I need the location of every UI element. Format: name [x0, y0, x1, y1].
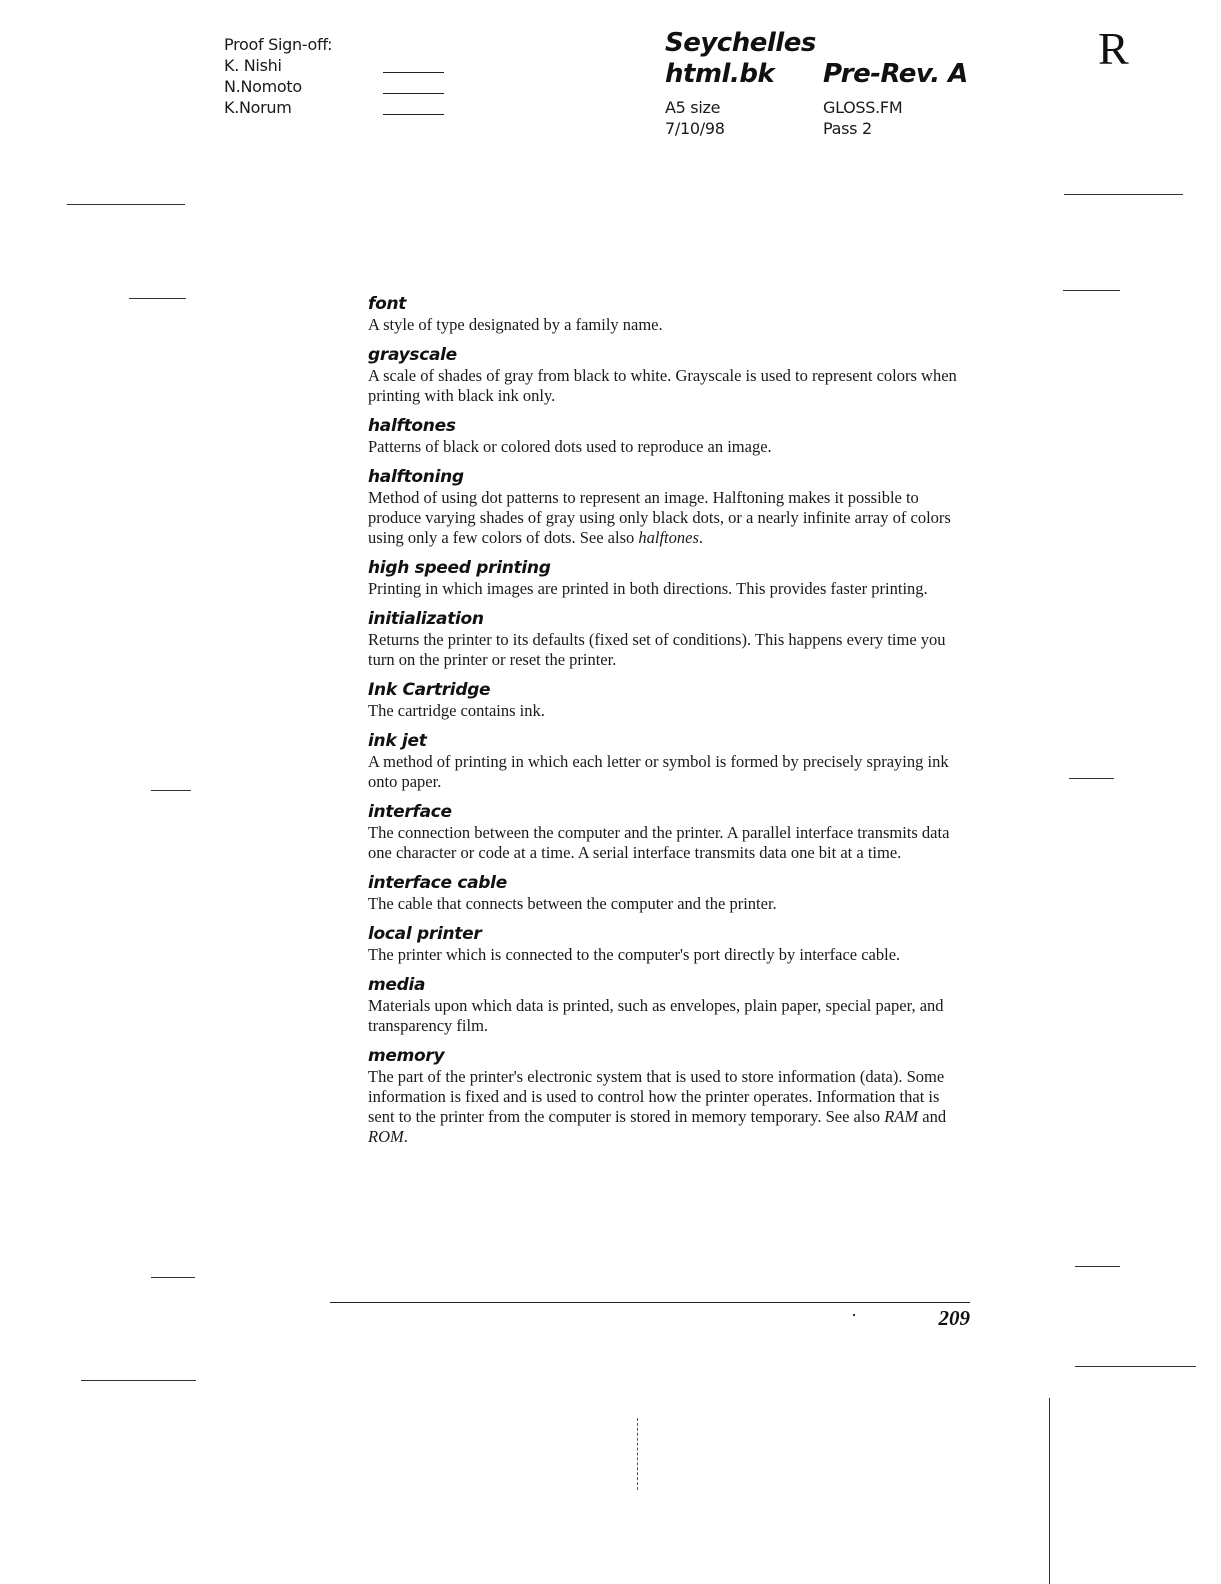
glossary-term: halftones [368, 416, 456, 436]
glossary-definition: Returns the printer to its defaults (fixed set of conditions). This happens every time you turn on the printer or reset the printer. [368, 630, 946, 669]
glossary-term: halftoning [368, 467, 464, 487]
crop-mark [1064, 194, 1183, 195]
glossary-entry [368, 731, 968, 792]
footer-dot [853, 1314, 855, 1316]
glossary-entry [368, 975, 968, 1036]
corner-mark: R [1098, 23, 1129, 74]
glossary-definition: A style of type designated by a family name. [368, 315, 663, 334]
glossary-definition: A scale of shades of gray from black to white. Grayscale is used to represent colors when printing with black ink only. [368, 366, 957, 405]
pass-number: Pass 2 [823, 119, 872, 138]
edge-line [1049, 1398, 1050, 1584]
crop-mark [129, 298, 186, 299]
crop-mark [1075, 1366, 1196, 1367]
revision-label: Pre-Rev. A [823, 59, 968, 89]
proof-date: 7/10/98 [665, 119, 725, 138]
project-name: Seychelles [665, 28, 816, 58]
crop-mark [1075, 1266, 1120, 1267]
signature-line [383, 72, 444, 73]
fold-mark [637, 1418, 638, 1490]
glossary-term: local printer [368, 924, 482, 944]
see-also-reference: ROM [368, 1127, 404, 1146]
glossary-term: initialization [368, 609, 484, 629]
book-file: html.bk [665, 59, 775, 89]
glossary-term: interface [368, 802, 452, 822]
reviewer-name: K. Nishi [224, 56, 282, 75]
paper-size: A5 size [665, 98, 721, 117]
crop-mark [67, 204, 185, 205]
glossary-term: interface cable [368, 873, 507, 893]
definition-text: Method of using dot patterns to represent an image. Halftoning makes it possible to produce varying shades of gray using only black dots, or a nearly infinite array of colors using only a few colors of dots. See also [368, 488, 951, 547]
glossary-entry [368, 802, 968, 863]
footer-rule [330, 1302, 970, 1303]
glossary-definition: Patterns of black or colored dots used to reproduce an image. [368, 437, 772, 456]
glossary-term: memory [368, 1046, 445, 1066]
glossary-entry [368, 873, 968, 914]
definition-text: and [918, 1107, 947, 1126]
glossary-definition [368, 1067, 968, 1147]
glossary-definition: The cartridge contains ink. [368, 701, 545, 720]
crop-mark [81, 1380, 196, 1381]
glossary-definition [368, 488, 968, 548]
glossary-entry [368, 294, 968, 335]
definition-text: . [698, 528, 703, 547]
definition-text: . [403, 1127, 408, 1146]
glossary-entry [368, 345, 968, 406]
glossary-entry [368, 558, 968, 599]
see-also-reference: halftones [638, 528, 699, 547]
glossary-definition: Printing in which images are printed in both directions. This provides faster printing. [368, 579, 928, 598]
glossary-definition: A method of printing in which each letter or symbol is formed by precisely spraying ink onto paper. [368, 752, 949, 791]
crop-mark [151, 790, 191, 791]
see-also-reference: RAM [884, 1107, 919, 1126]
glossary-entry [368, 924, 968, 965]
glossary-term: media [368, 975, 426, 995]
glossary-definition: The printer which is connected to the computer's port directly by interface cable. [368, 945, 901, 964]
signature-line [383, 114, 444, 115]
proof-signoff-block [224, 34, 332, 118]
glossary-term: ink jet [368, 731, 427, 751]
glossary-entry [368, 467, 968, 548]
glossary-term: font [368, 294, 407, 314]
crop-mark [1069, 778, 1114, 779]
glossary-list [368, 294, 968, 1157]
glossary-term: Ink Cartridge [368, 680, 491, 700]
glossary-entry [368, 680, 968, 721]
definition-text: The part of the printer's electronic system that is used to store information (data). Some information is fixed and is used to control how the printer operates. Information that is sent to the printer from the computer is stored in memory temporary. See also [368, 1067, 945, 1126]
glossary-entry [368, 1046, 968, 1147]
crop-mark [151, 1277, 195, 1278]
signature-line [383, 93, 444, 94]
reviewer-name: K.Norum [224, 98, 292, 117]
signoff-title: Proof Sign-off: [224, 35, 333, 54]
chapter-file: GLOSS.FM [823, 98, 903, 117]
glossary-entry [368, 609, 968, 670]
page-number: 209 [938, 1306, 970, 1330]
reviewer-name: N.Nomoto [224, 77, 302, 96]
glossary-term: high speed printing [368, 558, 551, 578]
glossary-entry [368, 416, 968, 457]
glossary-definition: Materials upon which data is printed, such as envelopes, plain paper, special paper, and transparency film. [368, 996, 944, 1035]
glossary-definition: The cable that connects between the computer and the printer. [368, 894, 777, 913]
glossary-term: grayscale [368, 345, 457, 365]
crop-mark [1063, 290, 1120, 291]
glossary-definition: The connection between the computer and the printer. A parallel interface transmits data one character or code at a time. A serial interface transmits data one bit at a time. [368, 823, 950, 862]
